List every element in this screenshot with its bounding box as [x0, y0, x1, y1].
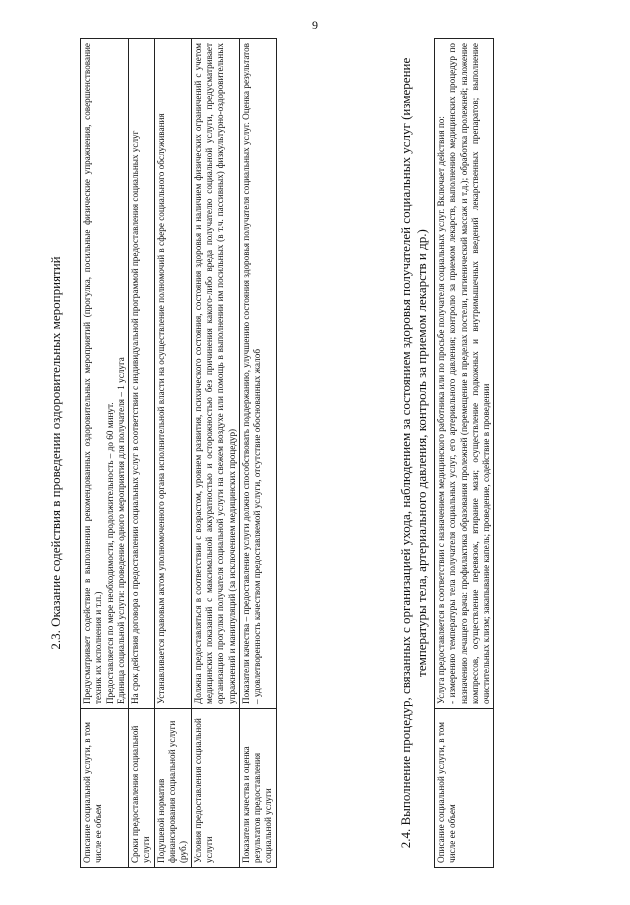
description-line: На срок действия договора о предоставлении социальных услуг в соответствии с индивидуальной программой предоставления социальных услуг	[130, 130, 141, 704]
description-line: Единица социальной услуги: проведение одного мероприятия для получателя – 1 услуга	[115, 357, 126, 704]
row-description	[435, 39, 494, 709]
row-label: Описание социальной услуги, в том числе ее объем	[435, 709, 494, 868]
description-line: Услуга предоставляется в соответствии с назначением медицинского работника или по просьбе получателя социальных услуг. Включает действия по:	[436, 116, 446, 704]
section-2-4-heading: 2.4. Выполнение процедур, связанных с организацией ухода, наблюдением за состоянием здоровья получателей социальных услуг (измерение температуры тела, артериального давления, контроль за приемом лекарств и др.)	[398, 57, 429, 849]
description-line: Показатели качества – предоставление услуги должно способствовать поддержанию, улучшению состояния здоровья получателя социальных услуг. Оценка результатов – удовлетворенность качеством предоставляемой услуги, отсутствие обоснованных жалоб	[240, 43, 263, 704]
section-2-3-heading: 2.3. Оказание содействия в проведении оздоровительных мероприятий	[48, 256, 63, 650]
row-label: Показатели качества и оценка результатов предоставления социальной услуги	[239, 709, 276, 868]
section-2-4-table	[434, 38, 494, 868]
table-row	[81, 39, 129, 868]
description-line: Должна предоставляться в соответствии с возрастом, уровнем развития, психического состояния, состояния здоровья и наличием физических ограничений с учетом медицинских показаний с максимальной аккуратностью и осторожностью без причинения какого-либо вреда получателю социальной услуги, предусматривает организацию прогулки получателя социальной услуги на свежем воздухе или помощь в выполнении им посильных (в т.ч. пассивных) физкультурно-оздоровительных упражнений и манипуляций (за исключением медицинских процедур)	[192, 43, 237, 704]
row-label: Подушевой норматив финансирования социальной услуги (руб.)	[154, 709, 191, 868]
row-description	[191, 39, 239, 709]
description-line: - измерению температуры тела получателя социальных услуг, его артериального давления; контролю за приемом лекарств, выполнению медицинских процедур по назначению лечащего врача: профилактика образования пролежней (перемещение в пределах постели, гигиенический массаж и т.д.); обработка пролежней; наложение компрессов, осуществление перевязок, втирание мази; осуществление подкожных и внутримышечных введений лекарственных препаратов; выполнение очистительных клизм; закапывание капель; проведение, содействие в проведении	[447, 43, 492, 704]
row-label: Условия предоставления социальной услуги	[191, 709, 239, 868]
rotated-page-content	[48, 38, 608, 868]
table-row	[435, 39, 494, 868]
row-label: Сроки предоставления социальной услуги	[129, 709, 155, 868]
description-line: Устанавливается правовым актом уполномоченного органа исполнительной власти на осуществление полномочий в сфере социального обслуживания	[155, 113, 166, 704]
row-description	[154, 39, 191, 709]
table-row	[239, 39, 276, 868]
row-label: Описание социальной услуги, в том числе ее объем	[81, 709, 129, 868]
section-2-3-table	[80, 38, 277, 868]
table-row	[191, 39, 239, 868]
description-line: Предусматривает содействие в выполнении рекомендованных оздоровительных мероприятий (прогулка, посильные физические упражнения, совершенствование техник их исполнения и т.п.)	[82, 43, 104, 704]
row-description	[239, 39, 276, 709]
table-row	[129, 39, 155, 868]
description-line: Предоставляется по мере необходимости, продолжительность – до 60 минут.	[104, 402, 115, 704]
table-row	[154, 39, 191, 868]
page-number: 9	[312, 18, 318, 32]
row-description	[129, 39, 155, 709]
row-description	[81, 39, 129, 709]
